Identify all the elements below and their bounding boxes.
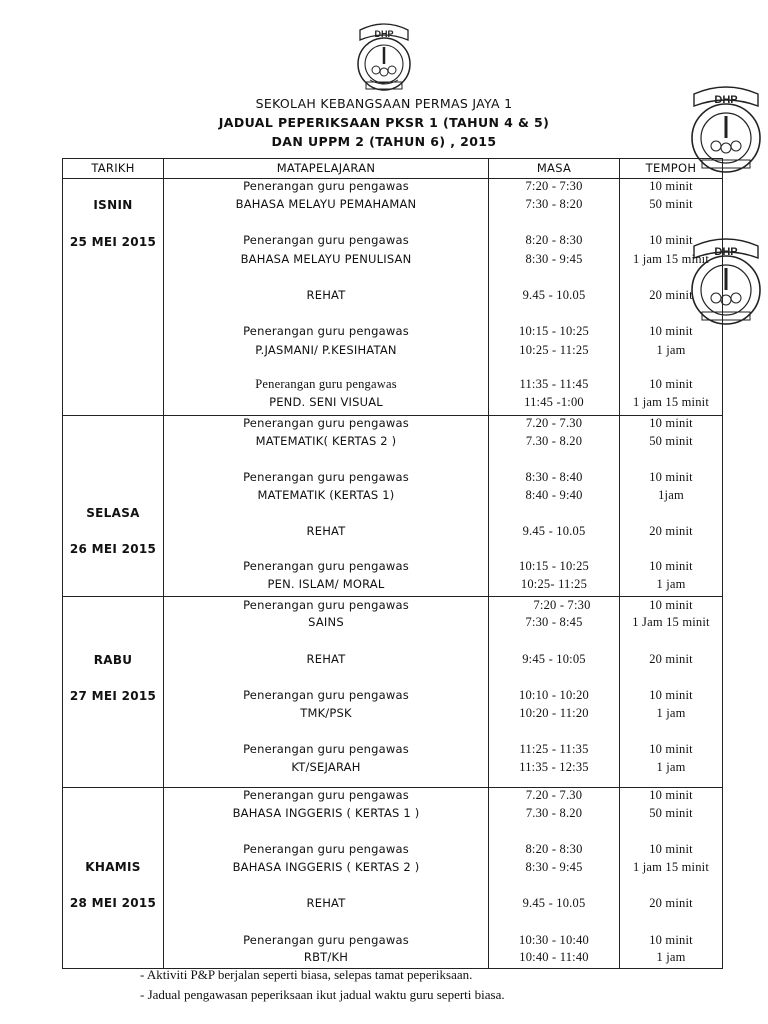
day-name: KHAMIS xyxy=(85,860,141,874)
column-header-tempoh: TEMPOH xyxy=(645,161,697,175)
subject-line: PEND. SENI VISUAL xyxy=(269,395,383,409)
time-line: 10:20 - 11:20 xyxy=(519,706,589,720)
time-line: 7:30 - 8:45 xyxy=(525,615,583,629)
time-line: 9.45 - 10.05 xyxy=(522,896,586,910)
duration-line: 50 minit xyxy=(649,434,693,448)
duration-cell xyxy=(620,416,722,596)
duration-line: 10 minit xyxy=(649,179,693,193)
duration-line: 50 minit xyxy=(649,197,693,211)
subject-line: Penerangan guru pengawas xyxy=(243,842,409,856)
time-line: 10:15 - 10:25 xyxy=(519,559,589,573)
day-date: 25 MEI 2015 xyxy=(69,235,157,249)
duration-line: 20 minit xyxy=(649,524,693,538)
time-line: 10:25- 11:25 xyxy=(520,577,588,591)
time-line: 10:40 - 11:40 xyxy=(519,950,589,964)
column-header-matapelajaran: MATAPELAJARAN xyxy=(164,159,489,178)
subject-cell xyxy=(164,597,489,787)
day-block-selasa xyxy=(63,416,722,597)
day-name: ISNIN xyxy=(93,198,133,212)
duration-line: 20 minit xyxy=(649,288,693,302)
time-line: 11:35 - 11:45 xyxy=(519,377,589,391)
footnotes xyxy=(140,965,505,1005)
subject-line: REHAT xyxy=(306,524,346,538)
day-cell xyxy=(63,788,164,968)
duration-line: 1 jam xyxy=(656,760,686,774)
duration-line: 1 Jam 15 minit xyxy=(632,615,710,629)
day-cell xyxy=(63,416,164,596)
day-cell xyxy=(63,597,164,787)
time-line: 7.30 - 8.20 xyxy=(525,434,583,448)
subject-line: Penerangan guru pengawas xyxy=(243,559,409,573)
subject-line: BAHASA INGGERIS ( KERTAS 2 ) xyxy=(232,860,420,874)
time-line: 8:30 - 9:45 xyxy=(525,252,583,266)
time-line: 7.20 - 7.30 xyxy=(525,416,583,430)
subject-line: MATEMATIK (KERTAS 1) xyxy=(257,488,395,502)
time-line: 7.20 - 7.30 xyxy=(525,788,583,802)
subject-cell xyxy=(164,179,489,415)
time-line: 10:10 - 10:20 xyxy=(519,688,589,702)
time-line: 11:45 -1:00 xyxy=(524,395,584,409)
day-block-khamis xyxy=(63,788,722,968)
subject-line: SAINS xyxy=(308,615,344,629)
subject-line: RBT/KH xyxy=(303,950,349,964)
subject-line: REHAT xyxy=(306,288,346,302)
table-header-row xyxy=(63,159,722,179)
time-line: 10:25 - 11:25 xyxy=(519,343,589,357)
day-name: SELASA xyxy=(86,506,140,520)
duration-line: 1 jam 15 minit xyxy=(632,860,710,874)
duration-line: 10 minit xyxy=(649,742,693,756)
time-cell xyxy=(489,597,620,787)
subject-line: BAHASA INGGERIS ( KERTAS 1 ) xyxy=(232,806,420,820)
duration-line: 1 jam 15 minit xyxy=(632,252,710,266)
subject-line: Penerangan guru pengawas xyxy=(243,324,409,338)
day-date: 26 MEI 2015 xyxy=(69,542,157,556)
time-line: 7:20 - 7:30 xyxy=(533,598,591,612)
duration-line: 1 jam 15 minit xyxy=(632,395,710,409)
subject-line: Penerangan guru pengawas xyxy=(243,233,409,247)
duration-cell xyxy=(620,788,722,968)
time-cell xyxy=(489,179,620,415)
time-line: 9:45 - 10:05 xyxy=(522,652,586,666)
subject-line: REHAT xyxy=(306,896,346,910)
duration-line: 50 minit xyxy=(649,806,693,820)
subject-line: P.JASMANI/ P.KESIHATAN xyxy=(255,343,397,357)
time-line: 9.45 - 10.05 xyxy=(522,524,586,538)
duration-line: 10 minit xyxy=(649,377,693,391)
day-date: 27 MEI 2015 xyxy=(69,689,157,703)
svg-text:DHP: DHP xyxy=(714,94,738,106)
svg-text:DHP: DHP xyxy=(374,29,394,39)
time-line: 8:30 - 8:40 xyxy=(525,470,583,484)
subject-line: REHAT xyxy=(306,652,346,666)
column-header-masa: MASA xyxy=(489,159,620,178)
duration-line: 20 minit xyxy=(649,896,693,910)
time-line: 7.30 - 8.20 xyxy=(525,806,583,820)
duration-line: 10 minit xyxy=(649,598,693,612)
time-line: 10:30 - 10:40 xyxy=(519,933,589,947)
time-line: 11:25 - 11:35 xyxy=(519,742,589,756)
subject-line: Penerangan guru pengawas xyxy=(243,933,409,947)
subject-line: PEN. ISLAM/ MORAL xyxy=(267,577,385,591)
day-name: RABU xyxy=(93,653,133,667)
time-line: 7:30 - 8:20 xyxy=(525,197,583,211)
exam-title-line1: JADUAL PEPERIKSAAN PKSR 1 (TAHUN 4 & 5) xyxy=(218,115,550,130)
subject-line: Penerangan guru pengawas xyxy=(243,179,409,193)
subject-cell xyxy=(164,788,489,968)
subject-line: MATEMATIK( KERTAS 2 ) xyxy=(255,434,397,448)
duration-line: 10 minit xyxy=(649,559,693,573)
subject-line: Penerangan guru pengawas xyxy=(243,788,409,802)
school-name: SEKOLAH KEBANGSAAN PERMAS JAYA 1 xyxy=(255,96,513,111)
duration-cell xyxy=(620,179,722,415)
footnote-line: - Jadual pengawasan peperiksaan ikut jadual waktu guru seperti biasa. xyxy=(140,987,505,1002)
duration-line: 1 jam xyxy=(656,950,686,964)
time-line: 8:40 - 9:40 xyxy=(525,488,583,502)
subject-line: Penerangan guru pengawas xyxy=(243,598,409,612)
day-block-isnin xyxy=(63,179,722,416)
duration-cell xyxy=(620,597,722,787)
footnote-line: - Aktiviti P&P berjalan seperti biasa, selepas tamat peperiksaan. xyxy=(140,967,473,982)
time-line: 8:20 - 8:30 xyxy=(525,842,583,856)
subject-line: BAHASA MELAYU PEMAHAMAN xyxy=(235,197,417,211)
day-date: 28 MEI 2015 xyxy=(69,896,157,910)
column-header-tarikh: TARIKH xyxy=(63,159,164,178)
duration-line: 10 minit xyxy=(649,470,693,484)
time-line: 8:20 - 8:30 xyxy=(525,233,583,247)
time-line: 8:30 - 9:45 xyxy=(525,860,583,874)
subject-line: BAHASA MELAYU PENULISAN xyxy=(240,252,412,266)
time-cell xyxy=(489,416,620,596)
svg-text:DHP: DHP xyxy=(714,246,738,258)
duration-line: 1jam xyxy=(658,488,684,502)
subject-line: Penerangan guru pengawas xyxy=(243,742,409,756)
school-crest-top xyxy=(352,16,416,94)
exam-timetable xyxy=(62,158,723,969)
duration-line: 1 jam xyxy=(656,343,686,357)
duration-line: 1 jam xyxy=(656,706,686,720)
duration-line: 1 jam xyxy=(656,577,686,591)
subject-line: Penerangan guru pengawas xyxy=(255,377,397,391)
exam-title-line2: DAN UPPM 2 (TAHUN 6) , 2015 xyxy=(271,134,497,149)
duration-line: 20 minit xyxy=(649,652,693,666)
subject-line: Penerangan guru pengawas xyxy=(243,416,409,430)
time-line: 11:35 - 12:35 xyxy=(519,760,589,774)
subject-line: Penerangan guru pengawas xyxy=(243,688,409,702)
subject-line: KT/SEJARAH xyxy=(291,760,361,774)
duration-line: 10 minit xyxy=(649,842,693,856)
time-line: 10:15 - 10:25 xyxy=(519,324,589,338)
duration-line: 10 minit xyxy=(649,233,693,247)
subject-line: Penerangan guru pengawas xyxy=(243,470,409,484)
duration-line: 10 minit xyxy=(649,324,693,338)
duration-line: 10 minit xyxy=(649,788,693,802)
time-line: 9.45 - 10.05 xyxy=(522,288,586,302)
duration-line: 10 minit xyxy=(649,688,693,702)
subject-cell xyxy=(164,416,489,596)
day-block-rabu xyxy=(63,597,722,788)
subject-line: TMK/PSK xyxy=(300,706,352,720)
duration-line: 10 minit xyxy=(649,933,693,947)
day-cell xyxy=(63,179,164,415)
crest-emblem xyxy=(352,16,416,94)
duration-line: 10 minit xyxy=(649,416,693,430)
time-cell xyxy=(489,788,620,968)
time-line: 7:20 - 7:30 xyxy=(525,179,583,193)
